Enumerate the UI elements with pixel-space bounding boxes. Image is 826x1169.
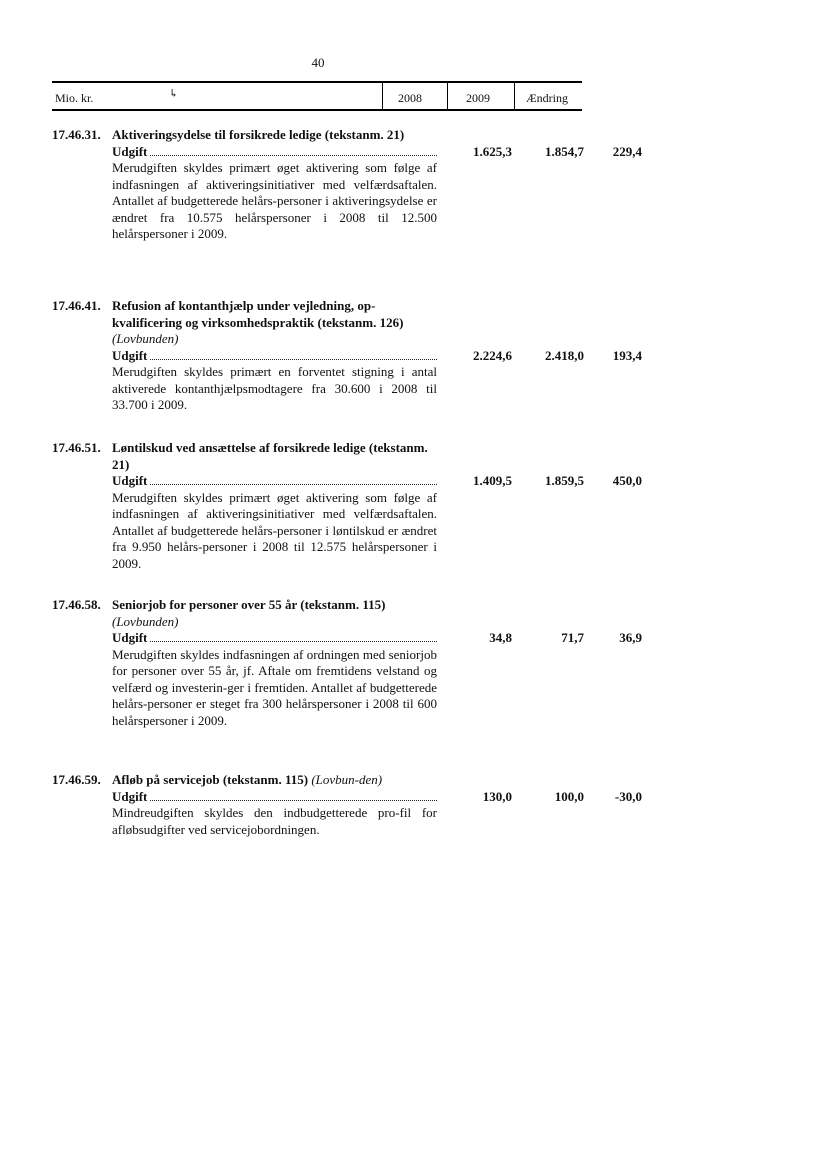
value-change: 229,4 xyxy=(612,143,642,159)
section-title: Seniorjob for personer over 55 år (tekstanm. 115) (Lovbunden) xyxy=(112,597,386,629)
section-title-italic: (Lovbunden) xyxy=(112,613,179,629)
section-title-italic: (Lovbun-den) xyxy=(311,772,383,787)
column-divider xyxy=(447,82,448,110)
value-2008: 1.409,5 xyxy=(473,473,512,488)
udgift-label: Udgift xyxy=(112,473,148,488)
account-code: 17.46.31. xyxy=(52,127,101,142)
account-code: 17.46.59. xyxy=(52,772,101,787)
section-title-italic: (Lovbunden) xyxy=(112,331,179,346)
section-text: Merudgiften skyldes primært øget aktivering som følge af indfasningen af aktiveringsinitiativer med velfærdsaftalen. Antallet af budgetterede helårs-personer i aktiveringsydelse er ændret fra 10.575 helårspersoner i 2008 til 12.500 helårspersoner i 2009. xyxy=(112,160,437,241)
value-change: 193,4 xyxy=(612,347,642,363)
value-change: -30,0 xyxy=(614,788,642,804)
value-2008: 1.625,3 xyxy=(473,143,512,159)
header-unit: Mio. kr. xyxy=(55,91,94,105)
budget-section xyxy=(52,772,642,838)
section-text: Merudgiften skyldes primært øget aktivering som følge af indfasningen af aktiveringsinitiativer med velfærdsaftalen. Antallet af budgetterede helårs-personer i løntilskud er ændret fra 9.950 helårs-personer i 2008 til 12.575 helårspersoner i 2009. xyxy=(112,489,437,571)
scan-mark-icon: ↳ xyxy=(169,88,179,100)
udgift-row xyxy=(112,630,642,647)
budget-section xyxy=(52,127,642,243)
udgift-label: Udgift xyxy=(112,630,148,645)
udgift-label: Udgift xyxy=(112,788,148,804)
page-number: 40 xyxy=(311,55,325,70)
section-text: Merudgiften skyldes indfasningen af ordningen med seniorjob for personer over 55 år, jf. Aftale om fremtidens velstand og velfærd og investerin-ger i fremtiden. Antallet af budgetterede helårs-personer er steget fra 300 helårspersoner i 2008 til 600 helårspersoner i 2009. xyxy=(112,646,437,728)
header-top-rule xyxy=(52,81,582,83)
account-code: 17.46.58. xyxy=(52,597,101,612)
header-col-change: Ændring xyxy=(526,91,568,105)
header-col-2009: 2009 xyxy=(466,91,490,105)
value-2009: 1.854,7 xyxy=(545,143,584,159)
header-col-2008: 2008 xyxy=(398,91,422,105)
value-2009: 1.859,5 xyxy=(545,473,584,488)
column-divider xyxy=(382,82,383,110)
section-title: Afløb på servicejob (tekstanm. 115) (Lovbun-den) xyxy=(112,772,383,787)
section-title: Refusion af kontanthjælp under vejledning, op-kvalificering og virksomhedspraktik (tekstanm. 126) (Lovbunden) xyxy=(112,298,404,346)
column-divider xyxy=(514,82,515,110)
section-text: Merudgiften skyldes primært en forventet stigning i antal aktiverede kontanthjælpsmodtagere fra 30.600 i 2008 til 33.700 i 2009. xyxy=(112,364,437,412)
budget-section xyxy=(52,597,642,729)
value-change: 450,0 xyxy=(612,473,642,488)
value-2009: 100,0 xyxy=(554,788,584,804)
account-code: 17.46.41. xyxy=(52,298,101,313)
value-2008: 2.224,6 xyxy=(473,347,512,363)
udgift-label: Udgift xyxy=(112,347,148,363)
value-2009: 71,7 xyxy=(561,630,584,645)
udgift-row xyxy=(112,347,642,365)
header-bottom-rule xyxy=(52,109,582,111)
account-code: 17.46.51. xyxy=(52,440,101,455)
udgift-label: Udgift xyxy=(112,143,148,159)
value-change: 36,9 xyxy=(619,630,642,645)
value-2008: 130,0 xyxy=(482,788,512,804)
budget-section xyxy=(52,440,642,572)
udgift-row xyxy=(112,788,642,806)
section-text: Mindreudgiften skyldes den indbudgetterede pro-fil for afløbsudgifter ved servicejobordningen. xyxy=(112,805,437,837)
udgift-row xyxy=(112,143,642,161)
udgift-row xyxy=(112,473,642,490)
value-2009: 2.418,0 xyxy=(545,347,584,363)
budget-section xyxy=(52,298,642,414)
section-title: Aktiveringsydelse til forsikrede ledige (tekstanm. 21) xyxy=(112,127,405,142)
section-title: Løntilskud ved ansættelse af forsikrede ledige (tekstanm. 21) xyxy=(112,440,428,472)
value-2008: 34,8 xyxy=(489,630,512,645)
